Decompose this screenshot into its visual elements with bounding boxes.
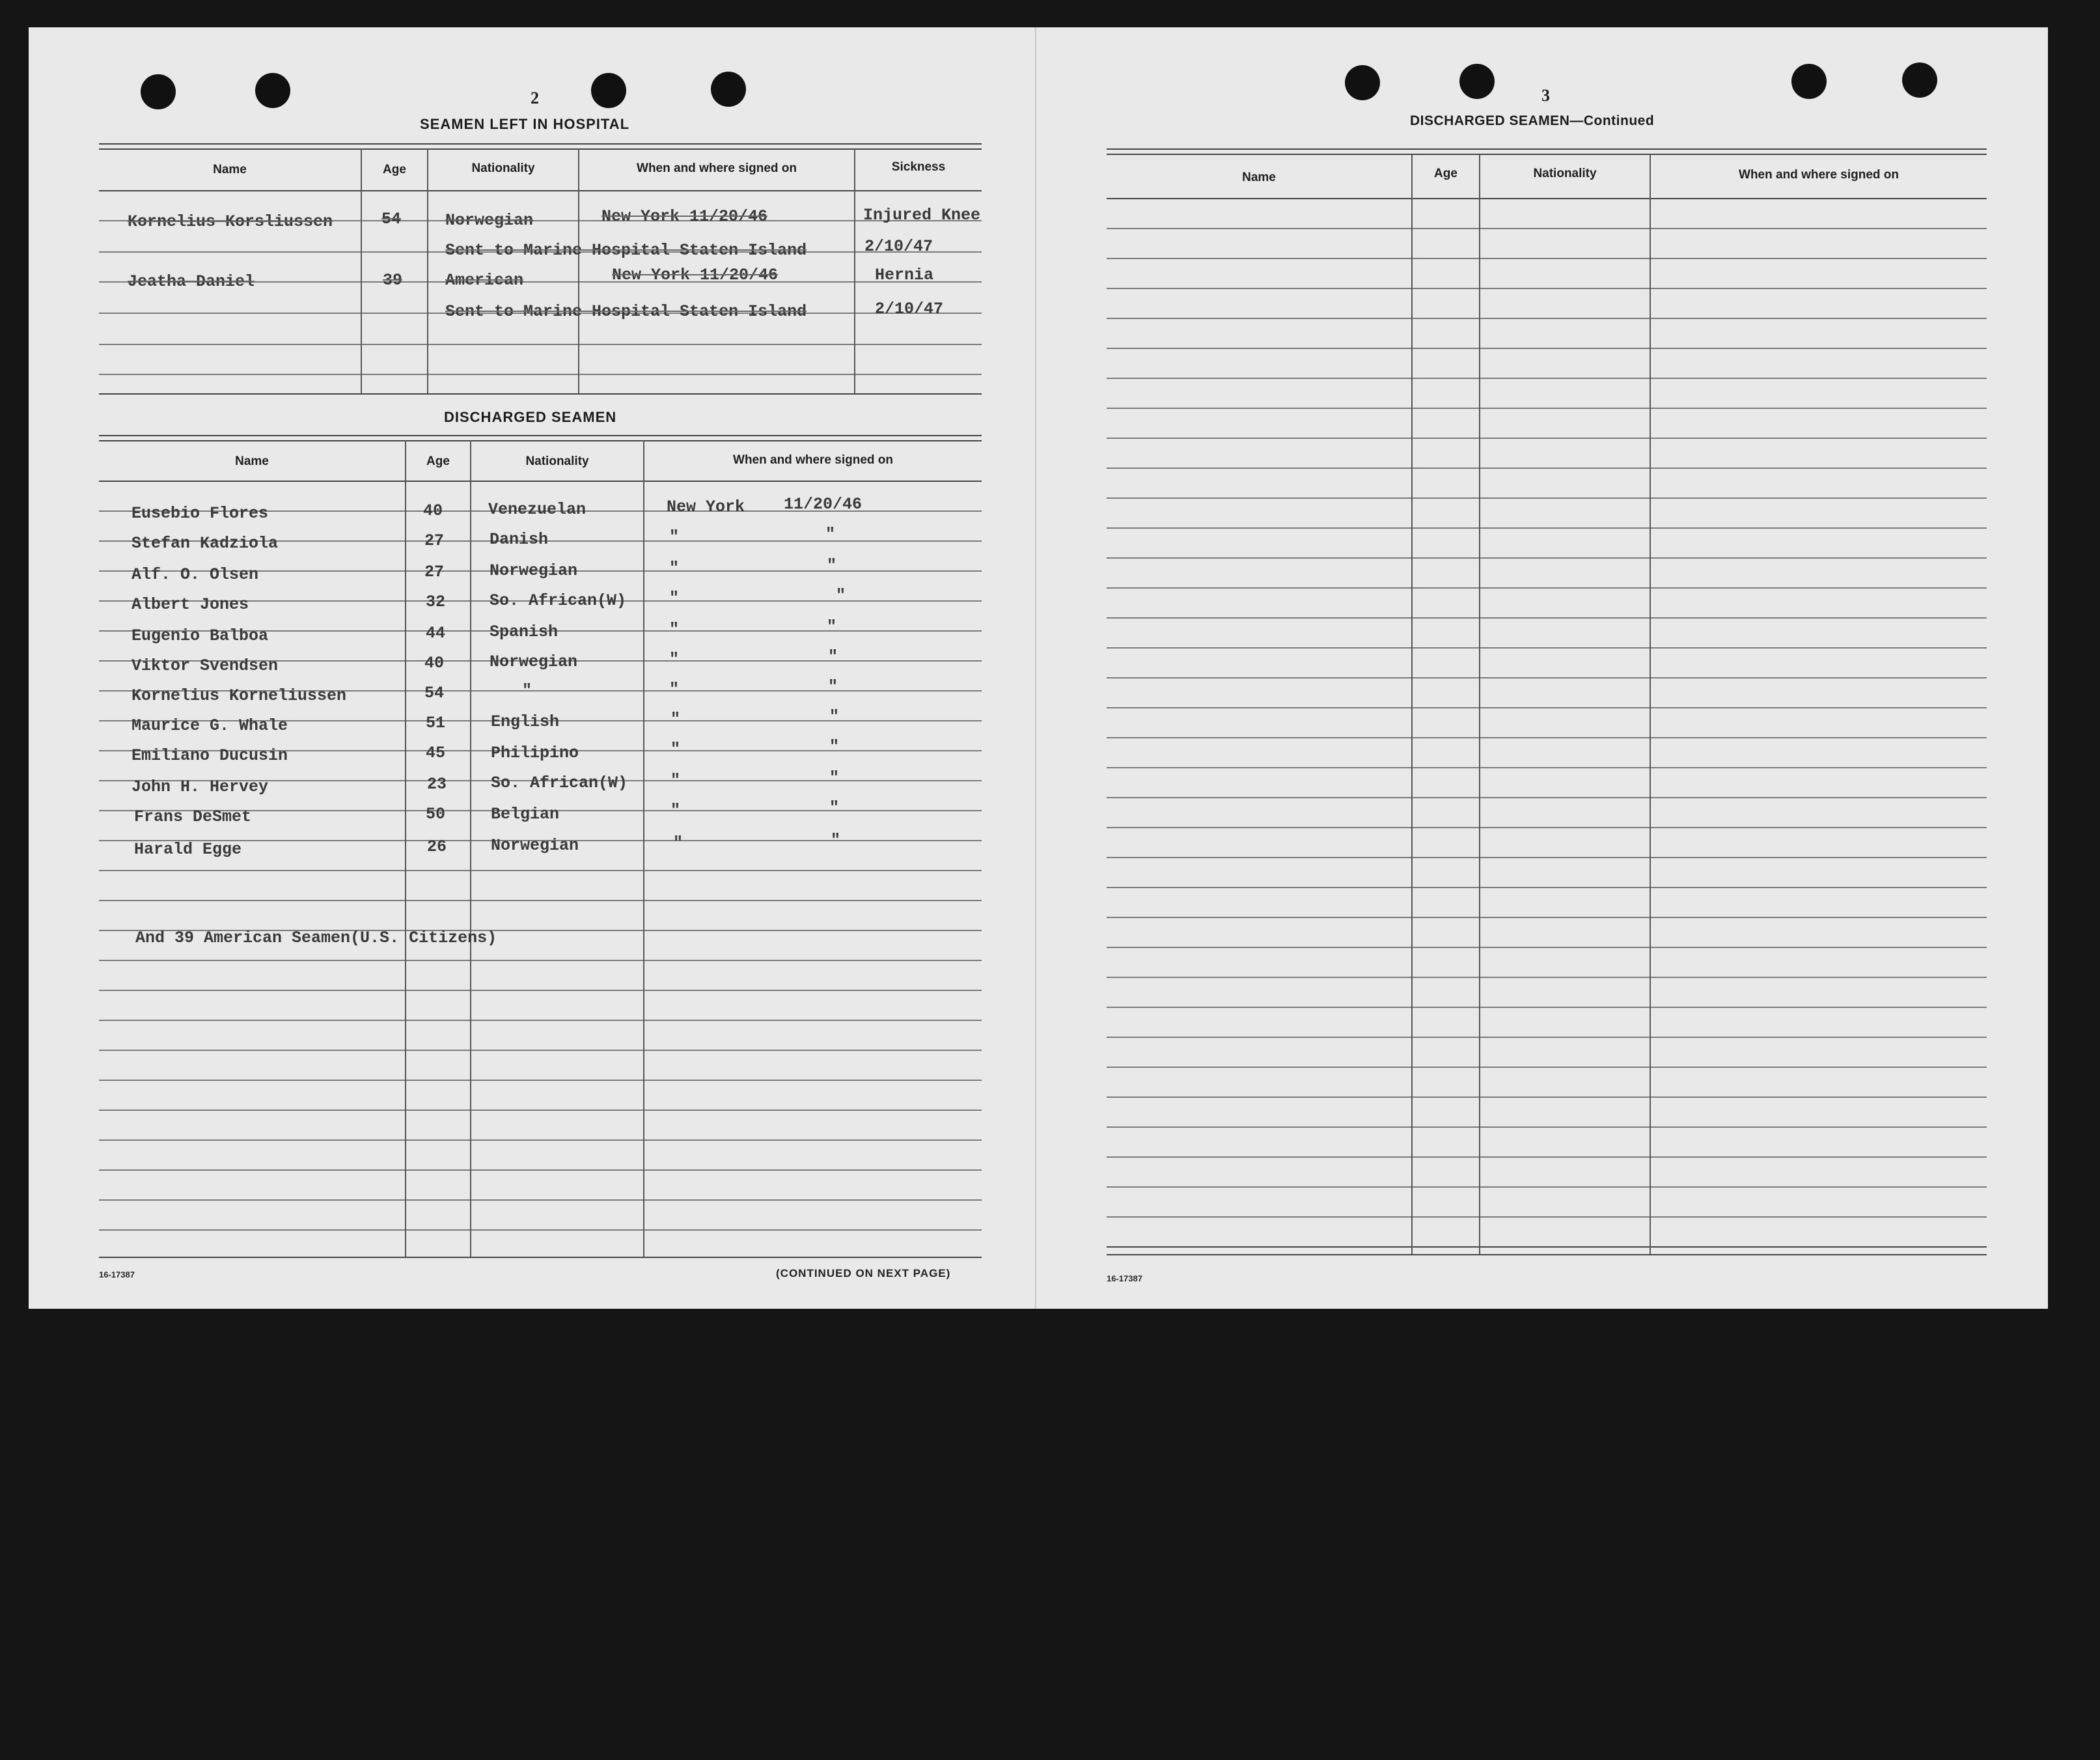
discharged-entry-where: " [669, 620, 680, 639]
punch-hole [255, 73, 290, 108]
discharged-entry-nationality: Norwegian [490, 561, 578, 580]
continued-note: (CONTINUED ON NEXT PAGE) [776, 1267, 951, 1279]
discharged-entry-where: " [670, 740, 681, 759]
discharged-entry-date: " [829, 768, 840, 787]
right-header-age: Age [1434, 167, 1458, 180]
discharged-section-title: DISCHARGED SEAMEN [444, 409, 617, 425]
discharged-entry-nationality: Venezuelan [488, 500, 587, 519]
discharged-entry-name: Albert Jones [131, 595, 249, 614]
discharged-entry-age: 27 [424, 531, 445, 550]
hospital-entry-note: Sent to Marine Hospital Staten Island [445, 302, 807, 321]
form-number-right: 16-17387 [1107, 1274, 1142, 1283]
discharged-entry-where: " [670, 771, 681, 790]
discharged-entry-age: 40 [423, 501, 443, 520]
discharged-entry-nationality: English [491, 712, 560, 731]
discharged-entry-where: " [669, 527, 680, 546]
discharged-entry-age: 32 [426, 593, 446, 611]
discharged-entry-name: John H. Hervey [131, 777, 269, 796]
american-seamen-note: And 39 American Seamen(U.S. Citizens) [135, 929, 497, 947]
discharged-entry-where: " [670, 801, 681, 820]
discharged-entry-date: " [829, 707, 840, 726]
discharged-entry-nationality: Belgian [491, 805, 560, 824]
hospital-section-title: SEAMEN LEFT IN HOSPITAL [420, 116, 630, 132]
hospital-header-nationality: Nationality [471, 161, 535, 175]
right-header-signed-on: When and where signed on [1739, 168, 1899, 182]
discharged-entry-age: 44 [426, 624, 446, 643]
page-number-left: 2 [531, 89, 539, 107]
discharged-entry-age: 27 [424, 563, 445, 581]
discharged-entry-name: Emiliano Ducusin [131, 746, 288, 765]
punch-hole [1902, 63, 1937, 98]
hospital-entry-signed-on: New York 11/20/46 [601, 207, 768, 226]
discharged-entry-date: " [828, 677, 838, 696]
punch-hole [1791, 64, 1827, 99]
discharged-entry-age: 23 [427, 775, 447, 794]
hospital-table [99, 143, 982, 397]
discharged-entry-age: 50 [426, 805, 446, 824]
hospital-entry-age: 39 [383, 271, 403, 290]
discharged-entry-nationality: Norwegian [491, 836, 579, 855]
hospital-entry-sickness: Hernia [875, 266, 934, 285]
hospital-header-sickness: Sickness [891, 160, 946, 174]
discharged-entry-name: Frans DeSmet [134, 807, 252, 826]
discharged-entry-where: New York [667, 497, 745, 516]
form-number-left: 16-17387 [99, 1270, 135, 1279]
discharged-entry-where: " [669, 650, 680, 669]
hospital-entry-name: Jeatha Daniel [128, 272, 255, 291]
discharged-entry-nationality: Danish [490, 530, 549, 549]
discharged-entry-age: 54 [424, 684, 445, 703]
discharged-entry-date: " [836, 586, 846, 605]
discharged-continued-table [1107, 148, 1987, 1259]
discharged-entry-where: " [670, 710, 681, 729]
hospital-entry-age: 54 [381, 210, 402, 229]
discharged-entry-name: Alf. O. Olsen [131, 565, 259, 584]
discharged-entry-where: " [669, 589, 680, 608]
discharged-entry-age: 40 [424, 654, 445, 673]
discharged-header-name: Name [235, 454, 269, 468]
hospital-entry-nationality: American [445, 271, 524, 290]
hospital-header-name: Name [213, 163, 247, 176]
punch-hole [711, 72, 746, 107]
discharged-entry-date: " [828, 647, 838, 666]
hospital-header-age: Age [383, 163, 406, 176]
discharged-entry-name: Maurice G. Whale [131, 716, 288, 735]
discharged-entry-name: Stefan Kadziola [131, 534, 279, 553]
discharged-entry-nationality: " [522, 681, 532, 700]
punch-hole [141, 74, 176, 109]
discharged-entry-date: " [825, 525, 836, 544]
discharged-entry-name: Viktor Svendsen [131, 656, 279, 675]
page-number-right: 3 [1541, 86, 1550, 105]
discharged-entry-name: Kornelius Korneliussen [131, 686, 347, 705]
discharged-entry-nationality: So. African(W) [490, 591, 627, 610]
discharged-entry-nationality: So. African(W) [491, 774, 628, 792]
discharged-entry-where: " [669, 559, 680, 578]
hospital-header-signed-on: When and where signed on [637, 161, 797, 175]
right-header-name: Name [1242, 171, 1276, 184]
discharged-entry-date: 11/20/46 [784, 495, 863, 514]
hospital-entry-signed-on: New York 11/20/46 [612, 266, 779, 285]
discharged-entry-age: 45 [426, 744, 446, 762]
hospital-entry-name: Kornelius Korsliussen [128, 212, 333, 231]
punch-hole [1345, 65, 1380, 100]
discharged-entry-name: Eugenio Balboa [131, 626, 269, 645]
hospital-entry-sickness: Injured Knee [863, 206, 981, 225]
punch-hole [1459, 64, 1495, 99]
hospital-entry-date: 2/10/47 [864, 237, 933, 256]
discharged-header-signed-on: When and where signed on [733, 453, 893, 467]
right-section-title: DISCHARGED SEAMEN—Continued [1410, 113, 1655, 128]
discharged-entry-date: " [827, 617, 837, 636]
discharged-entry-where: " [673, 833, 684, 852]
discharged-header-age: Age [426, 454, 450, 468]
right-header-nationality: Nationality [1533, 167, 1597, 180]
hospital-entry-nationality: Norwegian [445, 211, 534, 230]
discharged-entry-name: Harald Egge [134, 840, 242, 859]
discharged-entry-age: 26 [427, 837, 447, 856]
discharged-entry-age: 51 [426, 714, 446, 733]
discharged-entry-nationality: Philipino [491, 744, 579, 762]
discharged-entry-date: " [829, 737, 840, 756]
discharged-entry-where: " [669, 680, 680, 699]
center-fold [1035, 27, 1036, 1309]
discharged-entry-name: Eusebio Flores [131, 504, 269, 523]
hospital-entry-date: 2/10/47 [875, 300, 944, 318]
punch-hole [591, 73, 626, 108]
discharged-entry-nationality: Norwegian [490, 652, 578, 671]
discharged-entry-nationality: Spanish [490, 622, 559, 641]
discharged-header-nationality: Nationality [525, 454, 589, 468]
discharged-entry-date: " [829, 798, 840, 817]
discharged-entry-date: " [827, 556, 837, 575]
hospital-entry-note: Sent to Marine Hospital Staten Island [445, 241, 807, 260]
discharged-entry-date: " [831, 831, 841, 850]
